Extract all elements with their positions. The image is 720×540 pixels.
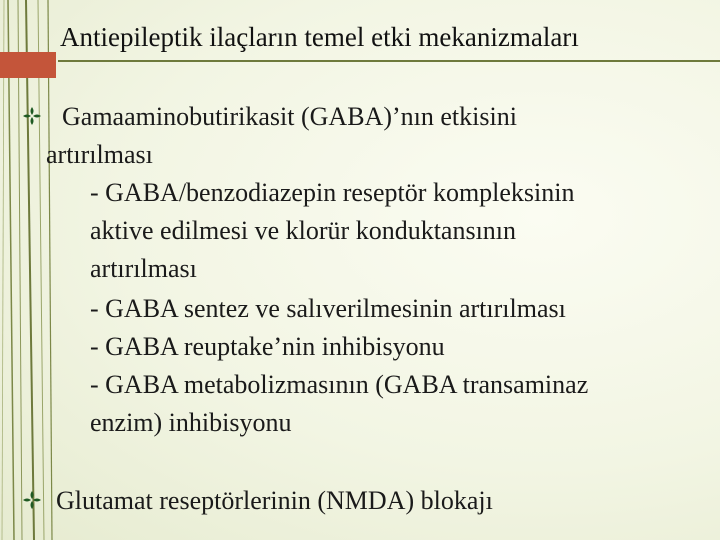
diamond-bullet-icon [22, 106, 42, 126]
bullet-1-line-3: - GABA/benzodiazepin reseptör kompleksinin [90, 178, 575, 207]
bullet-1-line-5: artırılması [90, 254, 197, 283]
bullet-2-line-1: Glutamat reseptörlerinin (NMDA) blokajı [56, 486, 493, 515]
title-underline [58, 60, 720, 62]
bullet-1-line-4: aktive edilmesi ve klorür konduktansının [90, 216, 517, 245]
slide-title: Antiepileptik ilaçların temel etki mekanizmaları [60, 22, 579, 52]
bullet-1-line-2: artırılması [46, 140, 153, 169]
bullet-1-line-9: enzim) inhibisyonu [90, 408, 292, 437]
bullet-1-line-1: Gamaaminobutirikasit (GABA)’nın etkisini [62, 102, 517, 131]
diamond-bullet-icon [22, 490, 42, 510]
decorative-side-stripes [0, 0, 60, 540]
bullet-1-line-6: - GABA sentez ve salıverilmesinin artırılması [90, 294, 566, 323]
bullet-1-line-7: - GABA reuptake’nin inhibisyonu [90, 332, 445, 361]
bullet-1-line-8: - GABA metabolizmasının (GABA transaminaz [90, 370, 589, 399]
title-accent-bar [0, 52, 56, 78]
